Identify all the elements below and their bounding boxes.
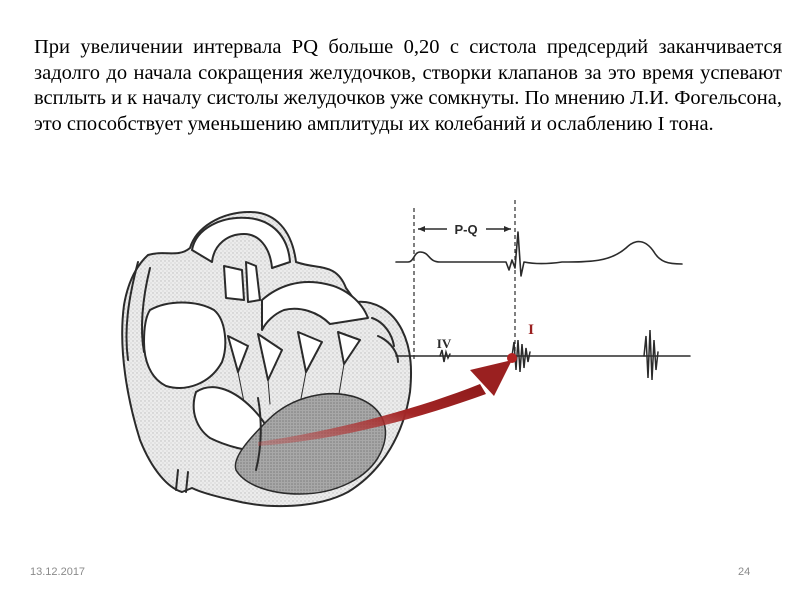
heart-drawing bbox=[122, 212, 411, 506]
first-sound-point bbox=[507, 353, 517, 363]
slide-date: 13.12.2017 bbox=[30, 566, 86, 578]
first-sound-label: I bbox=[528, 322, 534, 338]
heart-sound-illustration bbox=[115, 190, 715, 520]
fourth-sound-label: IV bbox=[436, 336, 452, 351]
slide-paragraph: При увеличении интервала PQ больше 0,20 с систола предсердий заканчивается задолго до начала сокращения желудочков, створки клапанов за это время успевают всплыть и к началу систолы желудочков уже сомкнуты. По мнению Л.И. Фогельсона, это способствует уменьшению амплитуды их колебаний и ослаблению I тона. bbox=[34, 36, 782, 135]
pq-interval-label: P-Q bbox=[454, 222, 478, 237]
ecg-trace bbox=[396, 232, 682, 276]
slide-number: 24 bbox=[738, 566, 751, 578]
